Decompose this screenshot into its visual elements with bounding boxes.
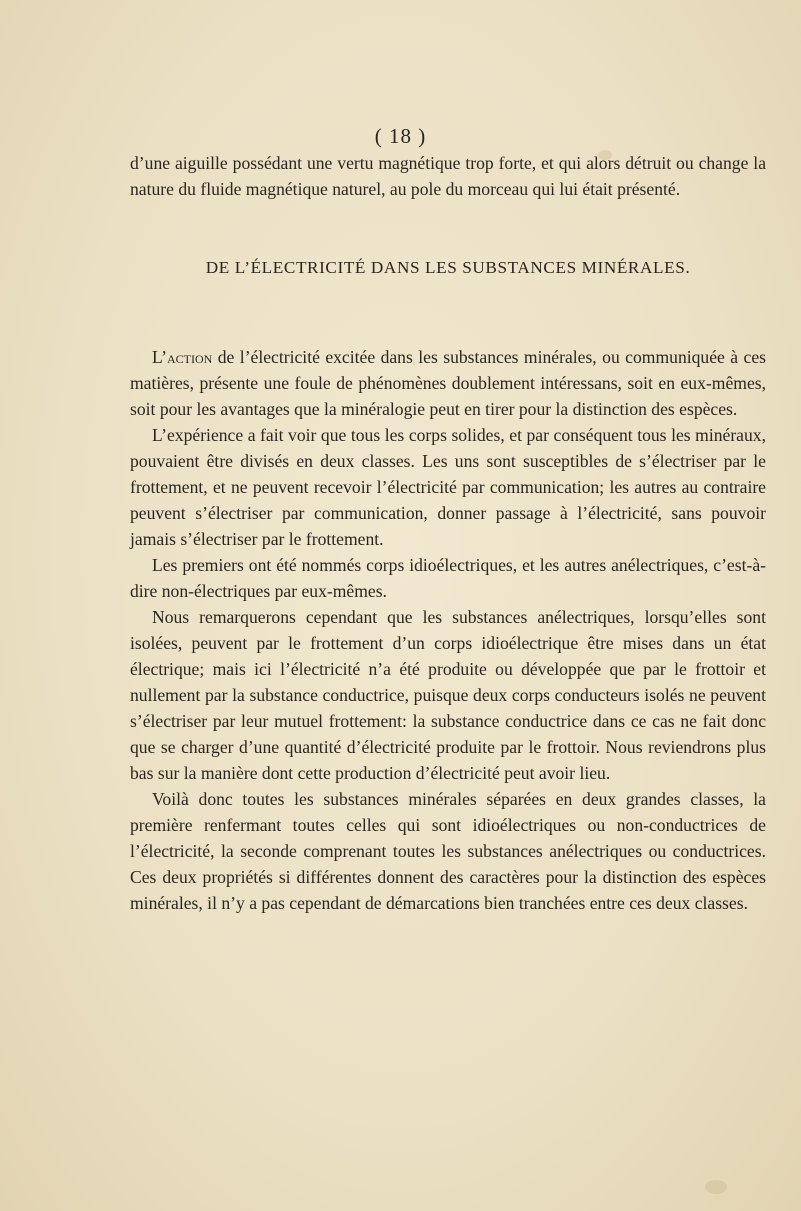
page-number: ( 18 ) [374,124,427,148]
paragraph-5: Voilà donc toutes les substances minérales séparées en deux grandes classes, la première renfermant toutes celles qui sont idioélectriques ou non-conductrices de l’électricité, la seconde comprenant toutes les substances anélectriques ou conductrices. Ces deux propriétés si différentes donnent des caractères pour la distinction des espèces minérales, il n’y a pas cependant de démarcations bien tranchées entre ces deux classes. [130,789,766,913]
paragraph-4: Nous remarquerons cependant que les substances anélectriques, lorsqu’elles sont isolées, peuvent par le frottement d’un corps idioélectrique être mises dans un état électrique; mais ici l’électricité n’a été produite ou développée que par le frottoir et nullement par la substance conductrice, puisque deux corps conducteurs isolés ne peuvent s’électriser par leur mutuel frottement: la substance conductrice dans ce cas ne fait donc que se charger d’une quantité d’électricité produite par le frottoir. Nous reviendrons plus bas sur la manière dont cette production d’électricité peut avoir lieu. [130,607,766,783]
section-body [130,344,766,916]
paragraph-3: Les premiers ont été nommés corps idioélectriques, et les autres anélectriques, c’est-à-dire non-électriques par eux-mêmes. [130,555,766,601]
paragraph-text: de l’électricité excitée dans les substances minérales, ou communiquée à ces matières, présente une foule de phénomènes doublement intéressans, soit en eux-mêmes, soit pour les avantages que la minéralogie peut en tirer pour la distinction des espèces. [130,347,766,419]
paragraph-2: L’expérience a fait voir que tous les corps solides, et par conséquent tous les minéraux, pouvaient être divisés en deux classes. Les uns sont susceptibles de s’électriser par le frottement, et ne peuvent recevoir l’électricité par communication; les autres au contraire peuvent s’électriser par communication, donner passage à l’électricité, sans pouvoir jamais s’électriser par le frottement. [130,425,766,549]
paragraph-lead: L’action [152,347,213,367]
paragraph-1 [130,344,766,422]
section-heading: DE L’ÉLECTRICITÉ DANS LES SUBSTANCES MINÉRALES. [205,258,691,277]
paper-stain [705,1180,727,1194]
intro-paragraph: d’une aiguille possédant une vertu magnétique trop forte, et qui alors détruit ou change la nature du fluide magnétique naturel, au pole du morceau qui lui était présenté. [130,153,766,199]
intro-paragraph-block [130,150,766,202]
